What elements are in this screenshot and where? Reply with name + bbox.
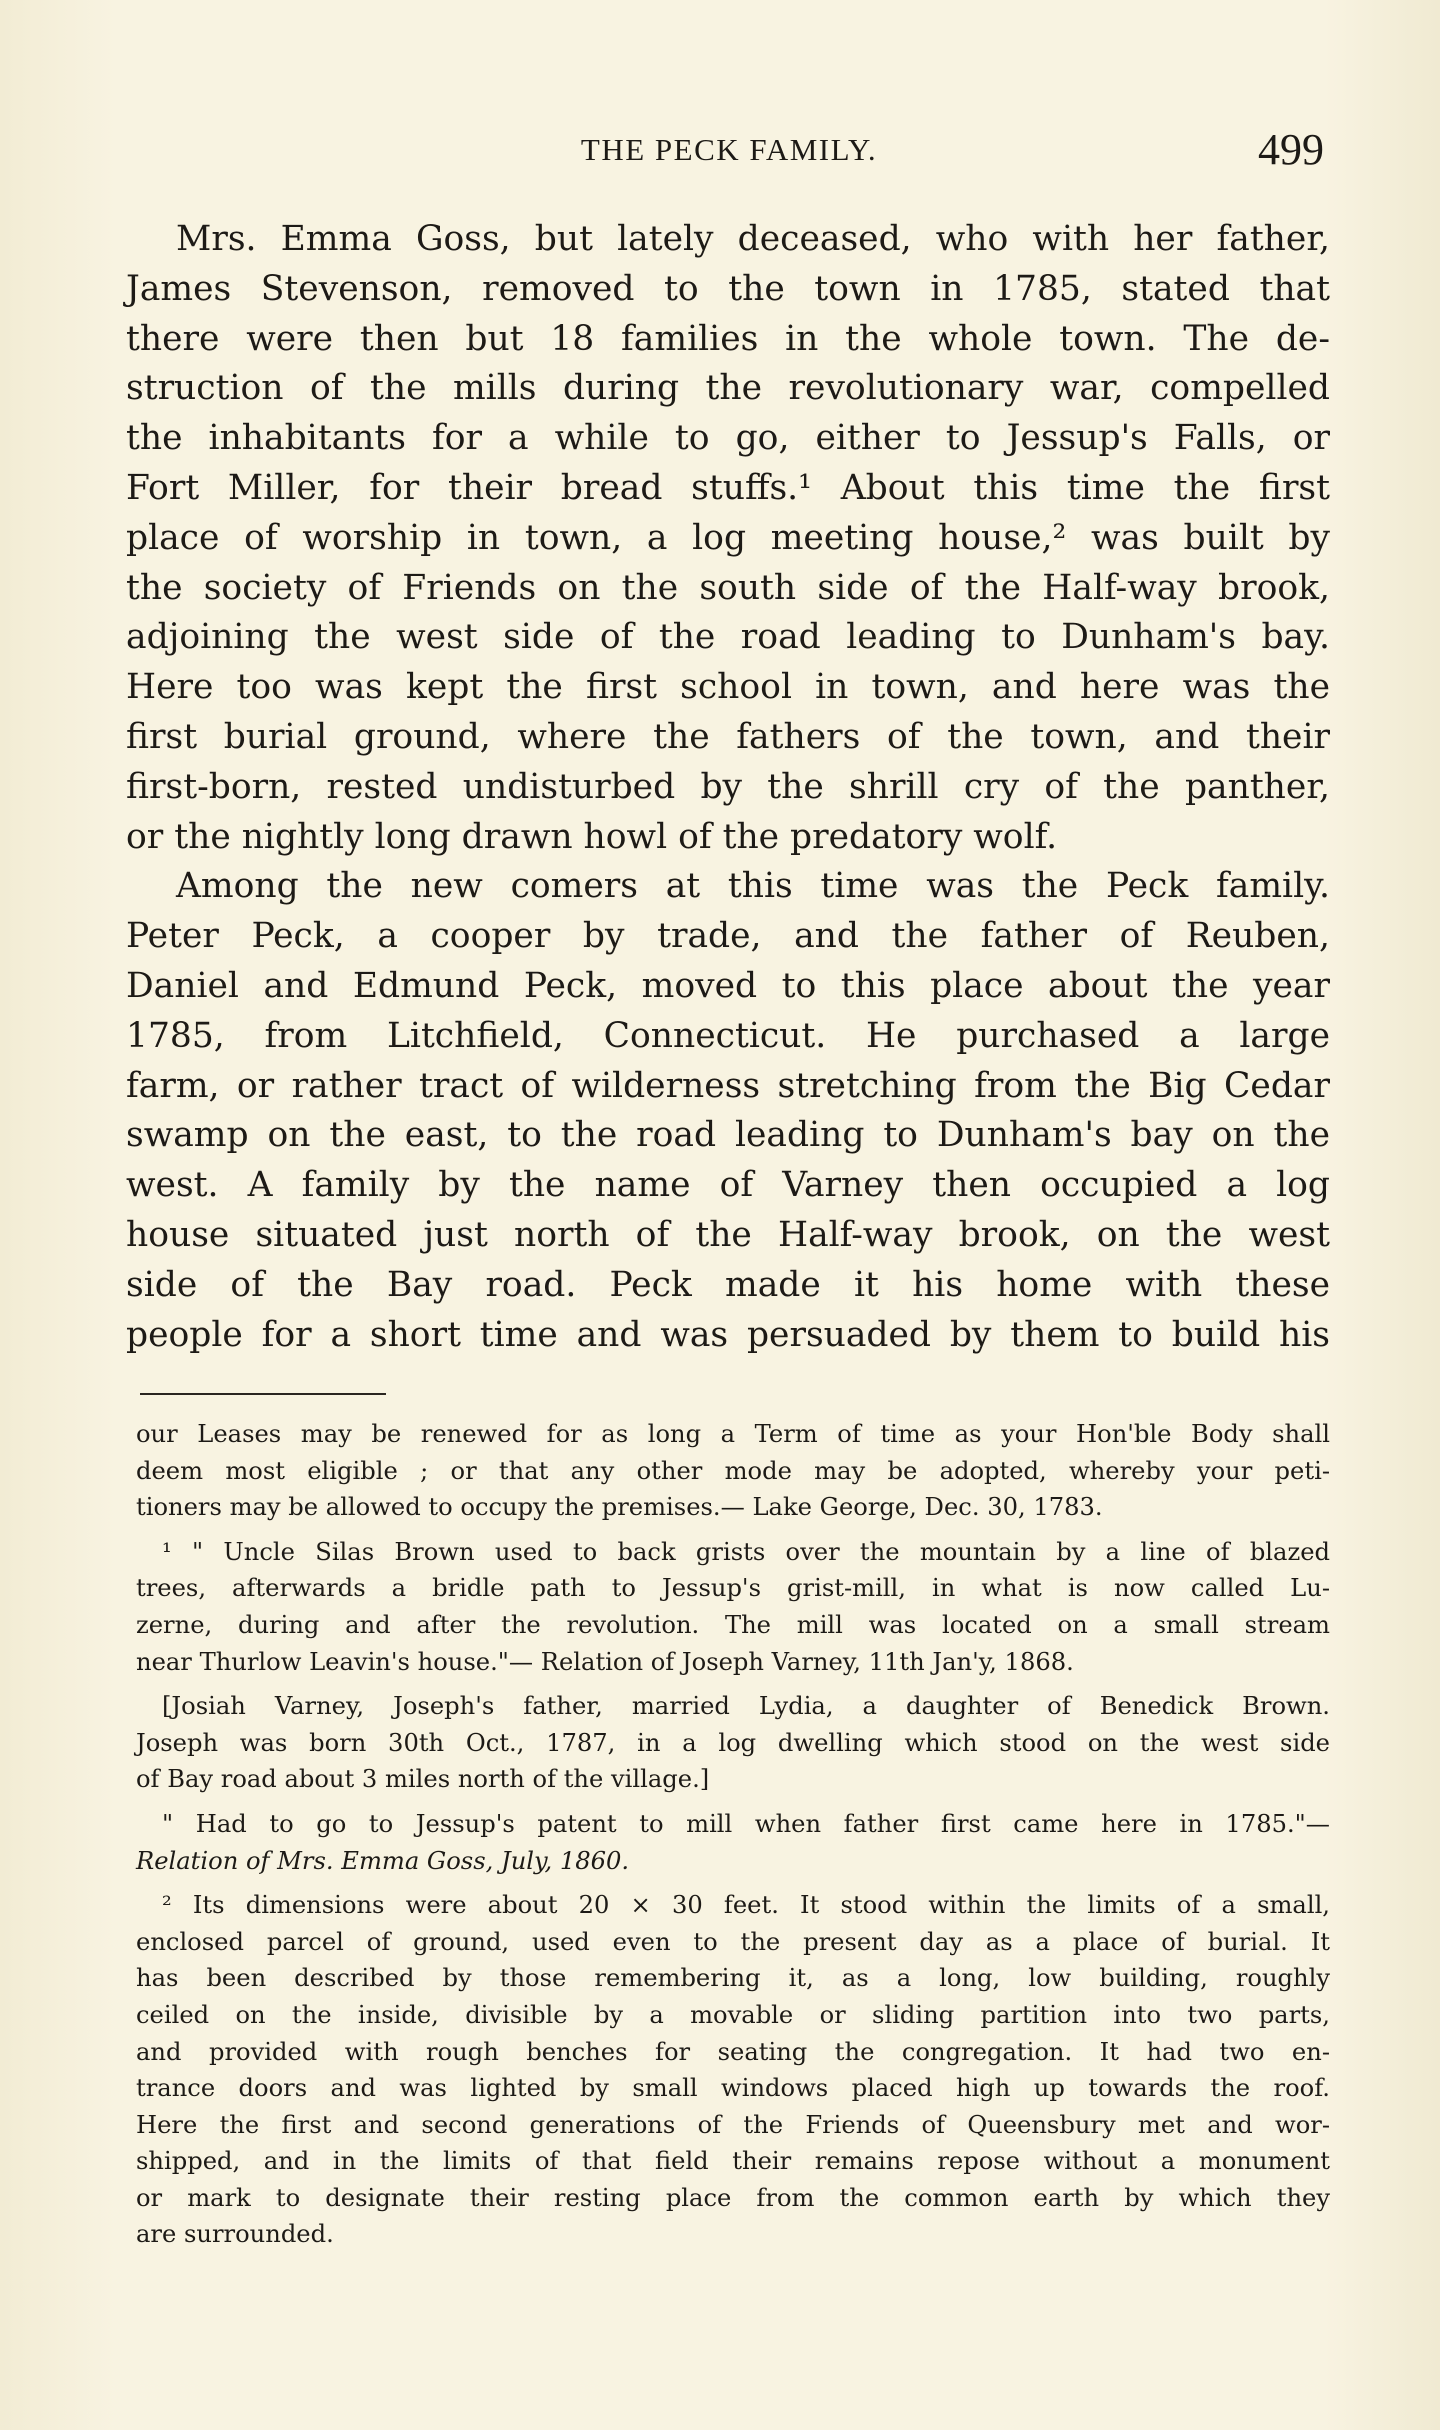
footnote-line: tioners may be allowed to occupy the premises.— Lake George, Dec. 30, 1783. — [136, 1493, 1103, 1522]
main-text — [126, 215, 1330, 1360]
footnote-line: our Leases may be renewed for as long a Term of time as your Hon'ble Body shall — [136, 1420, 1330, 1448]
text-line: Among the new comers at this time was the Peck family. — [176, 866, 1330, 907]
text-line: there were then but 18 families in the whole town. The de- — [126, 318, 1330, 359]
text-line: farm, or rather tract of wilderness stretching from the Big Cedar — [126, 1065, 1330, 1106]
text-line: Mrs. Emma Goss, but lately deceased, who with her father, — [176, 219, 1330, 259]
text-line: place of worship in town, a log meeting house,² was built by — [126, 517, 1330, 558]
footnote-rule — [140, 1393, 386, 1395]
text-line: struction of the mills during the revolutionary war, compelled — [126, 368, 1330, 409]
footnotes — [136, 1416, 1330, 2253]
running-title: THE PECK FAMILY. — [580, 132, 878, 167]
text-line: side of the Bay road. Peck made it his home with these — [126, 1264, 1330, 1305]
text-line: west. A family by the name of Varney then occupied a log — [126, 1165, 1330, 1206]
footnote-line: ¹ " Uncle Silas Brown used to back grists over the mountain by a line of blazed — [162, 1537, 1330, 1566]
footnote-line: has been described by those remembering it, as a long, low building, roughly — [136, 1964, 1330, 1993]
footnote-line: trance doors and was lighted by small windows placed high up towards the roof. — [136, 2074, 1330, 2103]
text-line: James Stevenson, removed to the town in 1785, stated that — [126, 268, 1330, 309]
text-line: first burial ground, where the fathers of the town, and their — [126, 716, 1330, 757]
footnote-line: deem most eligible ; or that any other mode may be adopted, whereby your peti- — [136, 1456, 1330, 1485]
paragraph-2 — [126, 862, 1330, 1360]
footnote-line: of Bay road about 3 miles north of the village.] — [136, 1765, 710, 1794]
footnote-line: enclosed parcel of ground, used even to the present day as a place of burial. It — [136, 1927, 1330, 1956]
footnote-line: [Josiah Varney, Joseph's father, married Lydia, a daughter of Benedick Brown. — [162, 1692, 1330, 1721]
text-line: house situated just north of the Half-way brook, on the west — [126, 1214, 1330, 1255]
text-line: adjoining the west side of the road leading to Dunham's bay. — [126, 617, 1330, 658]
page-header — [134, 124, 1324, 184]
text-line: swamp on the east, to the road leading to Dunham's bay on the — [126, 1115, 1330, 1156]
text-line: the inhabitants for a while to go, either to Jessup's Falls, or — [126, 418, 1330, 459]
footnote-line: zerne, during and after the revolution. The mill was located on a small stream — [136, 1610, 1330, 1639]
text-line: or the nightly long drawn howl of the predatory wolf. — [126, 816, 1058, 857]
text-line: Peter Peck, a cooper by trade, and the father of Reuben, — [126, 916, 1330, 957]
text-line: the society of Friends on the south side of the Half-way brook, — [126, 567, 1330, 608]
text-line: first-born, rested undisturbed by the shrill cry of the panther, — [126, 766, 1330, 807]
footnote-line: shipped, and in the limits of that field their remains repose without a monument — [136, 2147, 1330, 2176]
text-line: 1785, from Litchfield, Connecticut. He purchased a large — [126, 1015, 1330, 1056]
text-line: Fort Miller, for their bread stuffs.¹ About this time the first — [126, 467, 1330, 508]
footnote-line: ² Its dimensions were about 20 × 30 feet. It stood within the limits of a small, — [162, 1891, 1330, 1920]
footnote-line: and provided with rough benches for seating the congregation. It had two en- — [136, 2037, 1330, 2066]
footnote-line: are surrounded. — [136, 2220, 334, 2249]
footnote-line: Relation of Mrs. Emma Goss, July, 1860. — [136, 1846, 630, 1875]
text-line: Here too was kept the first school in town, and here was the — [126, 667, 1330, 708]
page-number: 499 — [1258, 125, 1324, 174]
footnote-line: Here the first and second generations of the Friends of Queensbury met and wor- — [136, 2110, 1330, 2139]
footnote-line: " Had to go to Jessup's patent to mill when father first came here in 1785."— — [162, 1809, 1330, 1838]
footnote-line: ceiled on the inside, divisible by a movable or sliding partition into two parts, — [136, 2000, 1330, 2029]
footnote-line: Joseph was born 30th Oct., 1787, in a log dwelling which stood on the west side — [136, 1728, 1330, 1757]
text-line: people for a short time and was persuaded by them to build his — [126, 1314, 1330, 1355]
footnote-line: near Thurlow Leavin's house."— Relation of Joseph Varney, 11th Jan'y, 1868. — [136, 1647, 1074, 1676]
footnote-line: or mark to designate their resting place from the common earth by which they — [136, 2183, 1330, 2212]
paragraph-1 — [126, 215, 1330, 862]
footnote-line: trees, afterwards a bridle path to Jessup's grist-mill, in what is now called Lu- — [136, 1574, 1330, 1603]
text-line: Daniel and Edmund Peck, moved to this place about the year — [126, 965, 1330, 1006]
